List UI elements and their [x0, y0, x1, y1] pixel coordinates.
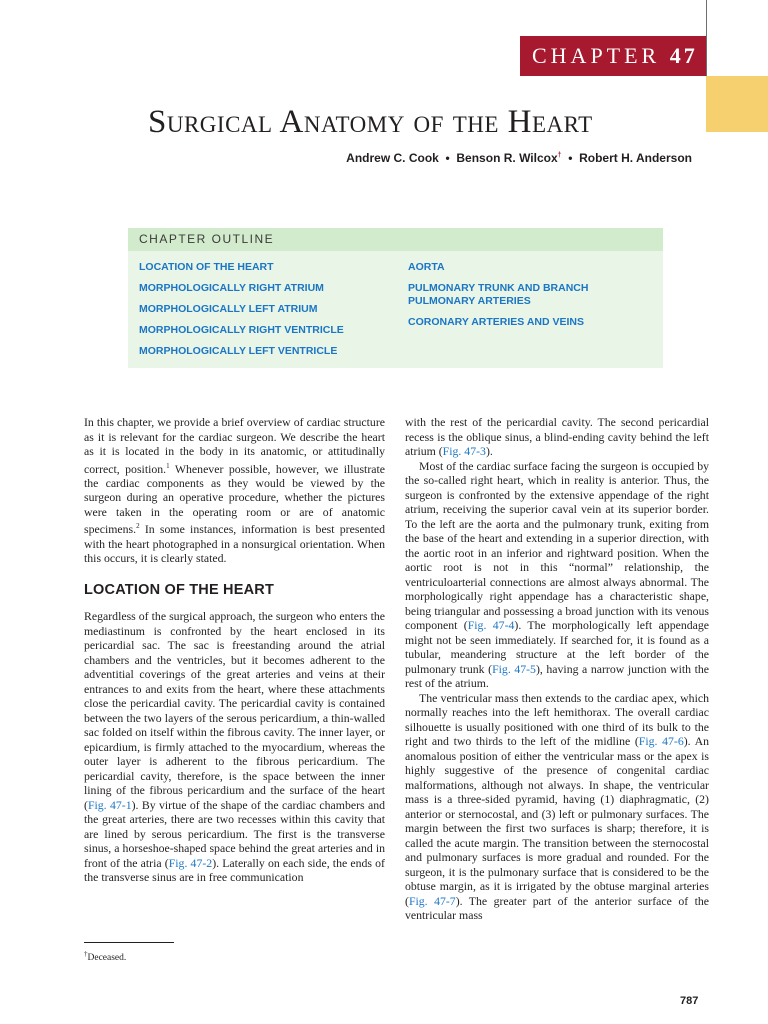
author-name: Benson R. Wilcox: [456, 151, 558, 165]
text-run: In this chapter, we provide a brief overview of cardiac structure as it is relevant for the cardiac surgeon. We describe the heart as it is located in the body in its anatomic, or attitudinally correct, position.: [84, 415, 385, 476]
outline-left-column: [139, 261, 379, 366]
text-run: Most of the cardiac surface facing the surgeon is occupied by the so-called right heart, which in reality is anterior. Thus, the surgeon is confronted by the extensive appendage of the right atrium, receiving the superior caval vein at its superior border. To the left are the aorta and the pulmonary trunk, exiting from the base of the heart and extending in a superior direction, with the aortic root in an inferior and rightward position. When the aortic root is not in this “normal” relationship, the ventriculoarterial connections are almost always abnormal. The morphologically right appendage has a characteristic shape, being triangular and possessing a broad junction with its venous component (: [405, 458, 709, 632]
outline-right-column: [408, 261, 653, 337]
outline-link[interactable]: MORPHOLOGICALLY LEFT VENTRICLE: [139, 345, 338, 357]
chapter-number: 47: [669, 43, 698, 68]
right-text-column: [405, 415, 709, 923]
text-run: ). An anomalous position of either the ventricular mass or the apex is highly suggestive of the presence of congenital cardiac malformations, although not always. In shape, the ventricular mass is a three-sided pyramid, having (1) diaphragmatic, (2) anterior or sternocostal, and (3) left or pulmonary surfaces. The margin between the first two surfaces is sharp; therefore, it is called the acute margin. The transition between the sternocostal and pulmonary surfaces is more gradual and rounded. For the surgeon, it is the pulmonary surface that is considered to be the obtuse margin, as it is irrigated by the obtuse marginal arteries (: [405, 734, 709, 908]
text-run: ). By virtue of the shape of the cardiac chambers and the great arteries, there are two recesses within this cavity that are lined by serous pericardium. The first is the transverse sinus, a horseshoe-shaped space behind the great arteries and in front of the atria (: [84, 797, 385, 870]
author-list: Andrew C. Cook • Benson R. Wilcox† • Robert H. Anderson: [346, 151, 692, 165]
outline-link[interactable]: MORPHOLOGICALLY RIGHT VENTRICLE: [139, 324, 344, 336]
footnote: [84, 950, 126, 963]
footnote-text: Deceased.: [87, 953, 127, 964]
author-name: Robert H. Anderson: [579, 151, 692, 165]
chapter-title: Surgical Anatomy of the Heart: [148, 104, 593, 140]
body-paragraph: [405, 691, 709, 923]
text-run: ). The greater part of the anterior surface of the ventricular mass: [405, 893, 710, 922]
intro-paragraph: [84, 415, 385, 566]
left-text-column: [84, 415, 385, 885]
outline-link[interactable]: LOCATION OF THE HEART: [139, 261, 274, 273]
text-run: ). Laterally on each side, the ends of the transverse sinus are in free communication: [84, 855, 385, 885]
text-run: The ventricular mass then extends to the cardiac apex, which normally reaches into the left hemithorax. The overall cardiac silhouette is usually positioned with one third of its bulk to the right and two thirds to the left of the midline (: [405, 690, 709, 748]
figure-link[interactable]: Fig. 47-2: [168, 855, 213, 870]
citation[interactable]: 2: [136, 522, 140, 531]
footnote-rule: [84, 942, 174, 943]
outline-link[interactable]: MORPHOLOGICALLY RIGHT ATRIUM: [139, 282, 324, 294]
deceased-mark: †: [557, 152, 562, 159]
outline-link[interactable]: AORTA: [408, 261, 445, 273]
chapter-tab: [706, 76, 768, 132]
text-run: ), having a narrow junction with the rest of the atrium.: [405, 661, 710, 690]
author-name: Andrew C. Cook: [346, 151, 439, 165]
text-run: ).: [485, 444, 493, 458]
figure-link[interactable]: Fig. 47-1: [87, 797, 132, 812]
figure-link[interactable]: Fig. 47-7: [408, 893, 456, 908]
chapter-outline: [128, 228, 663, 368]
figure-link[interactable]: Fig. 47-3: [442, 444, 486, 458]
text-run: Whenever possible, however, we illustrate the cardiac components as they would be viewed by the surgeon during an operative procedure, whether the pictures were taken in the operating room or are of anatomic specimens.: [84, 461, 385, 537]
text-run: with the rest of the pericardial cavity. The second pericardial recess is the oblique sinus, a blind-ending cavity behind the left atrium (: [405, 415, 709, 458]
chapter-word: CHAPTER: [532, 43, 661, 68]
page-number: 787: [680, 995, 699, 1007]
section-heading: LOCATION OF THE HEART: [84, 581, 275, 598]
text-run: Regardless of the surgical approach, the surgeon who enters the mediastinum is confronted by the heart enclosed in its pericardial sac. The sac is freestanding around the atrial chambers and the ventricles, but it becomes adherent to the adventitial coverings of the great arteries and veins at their entrances to and exits from the heart, where these attachments close the pericardial cavity. The pericardial cavity is contained between the two layers of the serous pericardium, a thin-walled sac folded on itself within the fibrous cavity. The inner layer, or epicardium, is firmly attached to the myocardium, whereas the outer layer is adherent to the fibrous pericardium. The pericardial cavity, therefore, is the space between the inner lining of the fibrous pericardium and the surface of the heart (: [84, 609, 385, 812]
outline-link[interactable]: PULMONARY TRUNK AND BRANCH PULMONARY ARTERIES: [408, 282, 589, 307]
body-paragraph: [405, 415, 709, 459]
body-paragraph: [405, 459, 709, 691]
chapter-label: [520, 36, 706, 76]
outline-link[interactable]: MORPHOLOGICALLY LEFT ATRIUM: [139, 303, 318, 315]
text-run: In some instances, information is best presented with the heart photographed in a nonsurgical orientation. When this occurs, it is clearly stated.: [84, 522, 385, 566]
text-run: ). The morphologically left appendage might not be seen immediately. If searched for, it is found as a tubular, meandering structure at the left border of the pulmonary trunk (: [405, 618, 710, 676]
figure-link[interactable]: Fig. 47-6: [638, 734, 684, 748]
outline-heading: CHAPTER OUTLINE: [128, 228, 663, 251]
figure-link[interactable]: Fig. 47-4: [467, 618, 515, 632]
footnote-mark: †: [84, 950, 88, 958]
citation[interactable]: 1: [166, 461, 170, 470]
body-paragraph: [84, 609, 385, 885]
outline-link[interactable]: CORONARY ARTERIES AND VEINS: [408, 316, 584, 328]
figure-link[interactable]: Fig. 47-5: [492, 661, 536, 676]
